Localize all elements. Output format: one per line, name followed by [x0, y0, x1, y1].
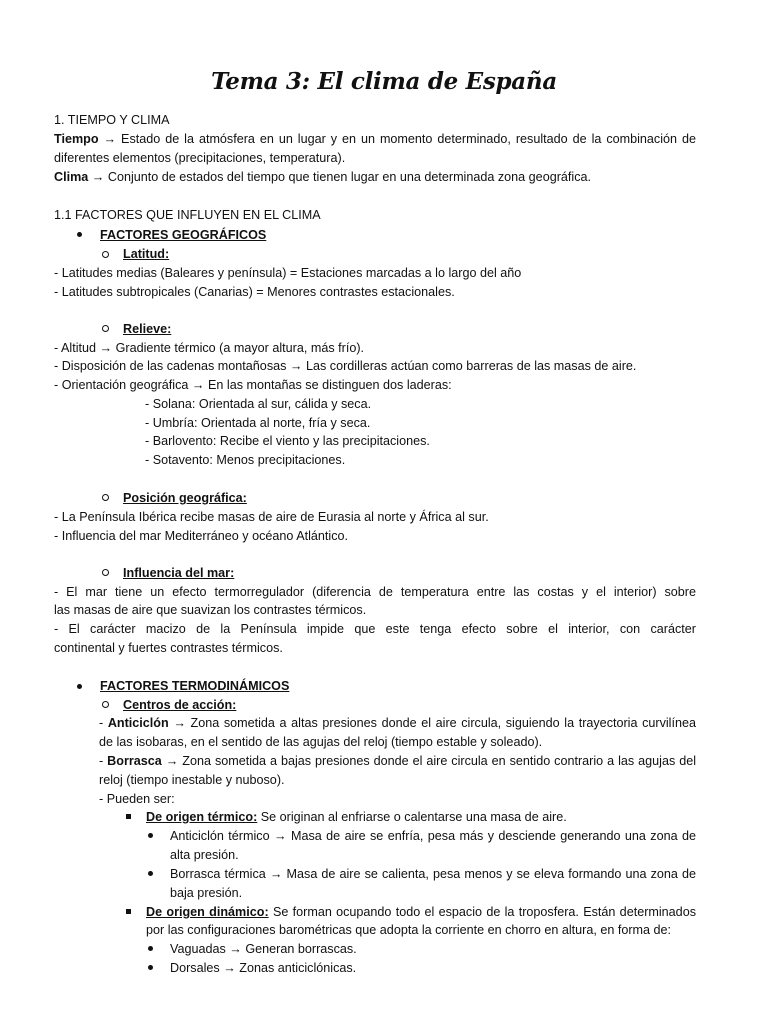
latitud-heading: Latitud:	[123, 247, 170, 261]
bullet-square	[126, 909, 131, 914]
latitud-line1: - Latitudes medias (Baleares y península) = Estaciones marcadas a lo largo del año	[54, 266, 522, 280]
relieve-heading-wrap	[123, 320, 696, 338]
bullet-circle	[102, 701, 109, 708]
pueden-ser: - Pueden ser:	[99, 792, 175, 806]
termico-text: Se originan al enfriarse o calentarse una masa de aire.	[260, 810, 567, 824]
posicion-line1: - La Península Ibérica recibe masas de aire de Eurasia al norte y África al sur.	[54, 510, 489, 524]
tiempo-definition-line2: diferentes elementos (precipitaciones, temperatura).	[54, 151, 346, 165]
termico-item1-line2: alta presión.	[170, 848, 239, 862]
bullet-disc	[148, 965, 153, 970]
relieve-item-barlovento: - Barlovento: Recibe el viento y las precipitaciones.	[145, 434, 430, 448]
mar-line2: las masas de aire que suavizan los contrastes térmicos.	[54, 603, 367, 617]
termico-item2-line2: baja presión.	[170, 886, 243, 900]
bullet-disc	[148, 946, 153, 951]
posicion-heading-wrap	[123, 489, 696, 507]
clima-definition	[54, 168, 696, 186]
clima-term: Clima	[54, 170, 89, 184]
borrasca-term: Borrasca	[107, 754, 162, 768]
bullet-circle	[102, 251, 109, 258]
posicion-line2: - Influencia del mar Mediterráneo y océano Atlántico.	[54, 529, 349, 543]
mar-heading: Influencia del mar:	[123, 566, 235, 580]
termico-item1-line1: Anticiclón térmico → Masa de aire se enfría, pesa más y desciende generando una zona de	[170, 829, 696, 843]
mar-line1: - El mar tiene un efecto termorregulador (diferencia de temperatura entre las costas y el interior) sobre	[54, 585, 696, 599]
tiempo-def-text: → Estado de la atmósfera en un lugar y en un momento determinado, resultado de la combinación de	[103, 132, 696, 146]
bullet-circle	[102, 569, 109, 576]
mar-heading-wrap	[123, 564, 696, 582]
anticiclon-term: Anticiclón	[107, 716, 169, 730]
document-title: Tema 3: El clima de España	[211, 68, 557, 95]
latitud-heading-wrap	[123, 245, 696, 263]
dinamico-line2: por las configuraciones barométricas que adopta la corriente en chorro en altura, en forma de:	[146, 923, 672, 937]
relieve-item-umbria: - Umbría: Orientada al norte, fría y seca.	[145, 416, 371, 430]
bullet-circle	[102, 325, 109, 332]
relieve-line1: - Altitud → Gradiente térmico (a mayor altura, más frío).	[54, 341, 365, 355]
bullet-disc	[148, 833, 153, 838]
termico-line	[146, 808, 696, 826]
tiempo-definition-line1	[54, 130, 696, 148]
bullet-square	[126, 814, 131, 819]
posicion-heading: Posición geográfica:	[123, 491, 247, 505]
borrasca-line1: - Borrasca → Zona sometida a bajas presiones donde el aire circula en sentido contrario a las agujas del	[99, 754, 697, 768]
mar-line3: - El carácter macizo de la Península impide que este tenga efecto sobre el interior, con carácter	[54, 622, 696, 636]
mar-line4: continental y fuertes contrastes térmicos.	[54, 641, 283, 655]
borrasca-text: → Zona sometida a bajas presiones donde el aire circula en sentido contrario a las agujas del	[165, 754, 697, 768]
termico-heading: De origen térmico:	[146, 810, 258, 824]
clima-def-text: → Conjunto de estados del tiempo que tienen lugar en una determinada zona geográfica.	[91, 170, 591, 184]
relieve-item-solana: - Solana: Orientada al sur, cálida y seca.	[145, 397, 372, 411]
bullet-disc	[77, 232, 82, 237]
section-heading-factores: 1.1 FACTORES QUE INFLUYEN EN EL CLIMA	[54, 208, 321, 222]
relieve-line2: - Disposición de las cadenas montañosas → Las cordilleras actúan como barreras de las masas de aire.	[54, 359, 637, 373]
anticiclon-text: → Zona sometida a altas presiones donde el aire circula, siguiendo la trayectoria curvilínea	[173, 716, 696, 730]
dinamico-item-vaguadas: Vaguadas → Generan borrascas.	[170, 942, 357, 956]
anticiclon-line2: de las isobaras, en el sentido de las agujas del reloj (tiempo estable y soleado).	[99, 735, 543, 749]
dinamico-line1	[146, 903, 696, 921]
section-heading-tiempo-clima: 1. TIEMPO Y CLIMA	[54, 113, 170, 127]
centros-heading: Centros de acción:	[123, 698, 237, 712]
latitud-line2: - Latitudes subtropicales (Canarias) = Menores contrastes estacionales.	[54, 285, 455, 299]
geo-factors-heading: FACTORES GEOGRÁFICOS	[100, 228, 267, 242]
tiempo-term: Tiempo	[54, 132, 99, 146]
termo-factors-heading: FACTORES TERMODINÁMICOS	[100, 679, 290, 693]
anticiclon-line1: - Anticiclón → Zona sometida a altas presiones donde el aire circula, siguiendo la trayectoria curvilínea	[99, 716, 696, 730]
relieve-item-sotavento: - Sotavento: Menos precipitaciones.	[145, 453, 346, 467]
termico-item2-line1: Borrasca térmica → Masa de aire se calienta, pesa menos y se eleva formando una zona de	[170, 867, 696, 881]
bullet-disc	[77, 684, 82, 689]
termo-heading-wrap	[100, 677, 696, 695]
relieve-heading: Relieve:	[123, 322, 172, 336]
dinamico-text: Se forman ocupando todo el espacio de la troposfera. Están determinados	[272, 905, 696, 919]
relieve-line3: - Orientación geográfica → En las montañas se distinguen dos laderas:	[54, 378, 452, 392]
bullet-circle	[102, 494, 109, 501]
borrasca-line2: reloj (tiempo inestable y nuboso).	[99, 773, 285, 787]
dinamico-item-dorsales: Dorsales → Zonas anticiclónicas.	[170, 961, 357, 975]
centros-heading-wrap	[123, 696, 696, 714]
geo-heading-wrap	[100, 226, 696, 244]
dinamico-heading: De origen dinámico:	[146, 905, 269, 919]
bullet-disc	[148, 871, 153, 876]
